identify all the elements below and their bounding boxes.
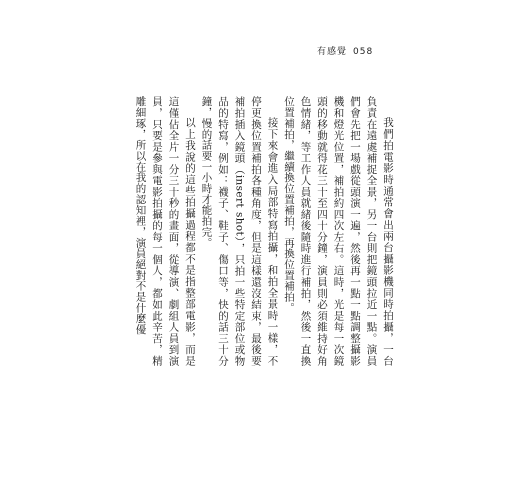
page-number: 058 [353,47,374,57]
paragraph-2: 接下來會進入局部特寫拍攝，和拍全景時一樣，不停更換位置補拍各種角度，但是這樣還沒結束，最後要補拍插入鏡頭（insert shot），只拍一些特定部位或物品的特寫，例如：襪子、鞋子、傷口等，快的話三十分鐘，慢的話要一小時才能拍完。 [200,96,279,366]
running-head [317,44,373,57]
body-text [134,96,396,366]
book-title: 有感覺 [317,47,348,57]
paragraph-1: 我們拍電影時通常會出兩台攝影機同時拍攝，一台負責在遠處補捉全景，另一台則把鏡頭拉近一點。演員們會先把一場戲從頭演一遍，然後再一點一點調整攝影機和燈光位置，補拍約四次左右。這時，光是每一次鏡頭的移動就得花三十至四十分鐘，演員則必須維持好角色情緒，等工作人員就緒後隨時進行補拍，然後一直換位置補拍，繼續換位置補拍，再換位置補拍。 [283,96,394,366]
paragraph-3: 以上我說的這些拍攝過程都不是指整部電影，而是這僅佔全片一分三十秒的畫面，從導演、劇組人員到演員，只要是參與電影拍攝的每一個人，都如此辛苦，精雕細琢，所以在我的認知裡，演員絕對不是什麼優 [134,96,196,366]
